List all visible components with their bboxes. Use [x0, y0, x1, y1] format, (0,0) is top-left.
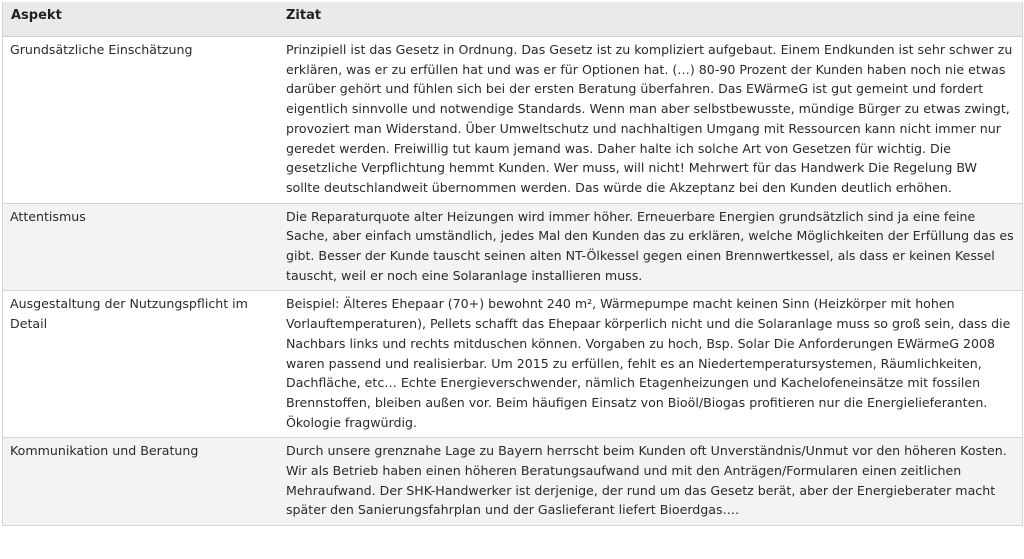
aspect-cell: Grundsätzliche Einschätzung — [3, 37, 278, 204]
table-body — [3, 37, 1022, 526]
aspect-cell: Kommunikation und Beratung — [3, 438, 278, 526]
table-row — [3, 291, 1022, 438]
quotes-table-container — [2, 2, 1023, 526]
table-row — [3, 438, 1022, 526]
quotes-table — [3, 2, 1022, 526]
table-row — [3, 203, 1022, 291]
quote-cell: Beispiel: Älteres Ehepaar (70+) bewohnt 240 m², Wärmepumpe macht keinen Sinn (Heizkörper mit hohen Vorlauftemperaturen), Pellets schafft das Ehepaar körperlich nicht und die Solaranlage muss so groß sein, dass die Nachbars links und rechts mitduschen können. Vorgaben zu hoch, Bsp. Solar Die Anforderungen EWärmeG 2008 waren passend und realisierbar. Um 2015 zu erfüllen, fehlt es an Niedertemperatursystemen, Räumlichkeiten, Dachfläche, etc… Echte Energieverschwender, nämlich Etagenheizungen und Kachelofeneinsätze mit fossilen Brennstoffen, bleiben außen vor. Beim häufigen Einsatz von Bioöl/Biogas profitieren nur die Energielieferanten. Ökologie fragwürdig. — [278, 291, 1022, 438]
header-row — [3, 2, 1022, 37]
quote-cell: Prinzipiell ist das Gesetz in Ordnung. Das Gesetz ist zu kompliziert aufgebaut. Einem Endkunden ist sehr schwer zu erklären, was er zu erfüllen hat und was er für Optionen hat. (…) 80-90 Prozent der Kunden haben noch nie etwas darüber gehört und fühlen sich bei der ersten Beratung überfahren. Das EWärmeG ist gut gemeint und fordert eigentlich sinnvolle und notwendige Standards. Wenn man aber selbstbewusste, mündige Bürger zu etwas zwingt, provoziert man Widerstand. Über Umweltschutz und nachhaltigen Umgang mit Ressourcen kann nicht immer nur geredet werden. Freiwillig tut kaum jemand was. Daher halte ich solche Art von Gesetzen für wichtig. Die gesetzliche Verpflichtung hemmt Kunden. Wer muss, will nicht! Mehrwert für das Handwerk Die Regelung BW sollte deutschlandweit übernommen werden. Das würde die Akzeptanz bei den Kunden deutlich erhöhen. — [278, 37, 1022, 204]
header-aspekt: Aspekt — [3, 2, 278, 37]
header-zitat: Zitat — [278, 2, 1022, 37]
table-row — [3, 37, 1022, 204]
quote-cell: Durch unsere grenznahe Lage zu Bayern herrscht beim Kunden oft Unverständnis/Unmut vor den höheren Kosten. Wir als Betrieb haben einen höheren Beratungsaufwand und mit den Anträgen/Formularen einen zeitlichen Mehraufwand. Der SHK-Handwerker ist derjenige, der rund um das Gesetz berät, aber der Energieberater macht später den Sanierungsfahrplan und der Gaslieferant liefert Bioerdgas…. — [278, 438, 1022, 526]
aspect-cell: Attentismus — [3, 203, 278, 291]
quote-cell: Die Reparaturquote alter Heizungen wird immer höher. Erneuerbare Energien grundsätzlich sind ja eine feine Sache, aber einfach umständlich, jedes Mal den Kunden das zu erklären, welche Möglichkeiten der Erfüllung das es gibt. Besser der Kunde tauscht seinen alten NT-Ölkessel gegen einen Brennwertkessel, als dass er keinen Kessel tauscht, weil er noch eine Solaranlage installieren muss. — [278, 203, 1022, 291]
aspect-cell: Ausgestaltung der Nutzungspflicht im Detail — [3, 291, 278, 438]
table-header — [3, 2, 1022, 37]
